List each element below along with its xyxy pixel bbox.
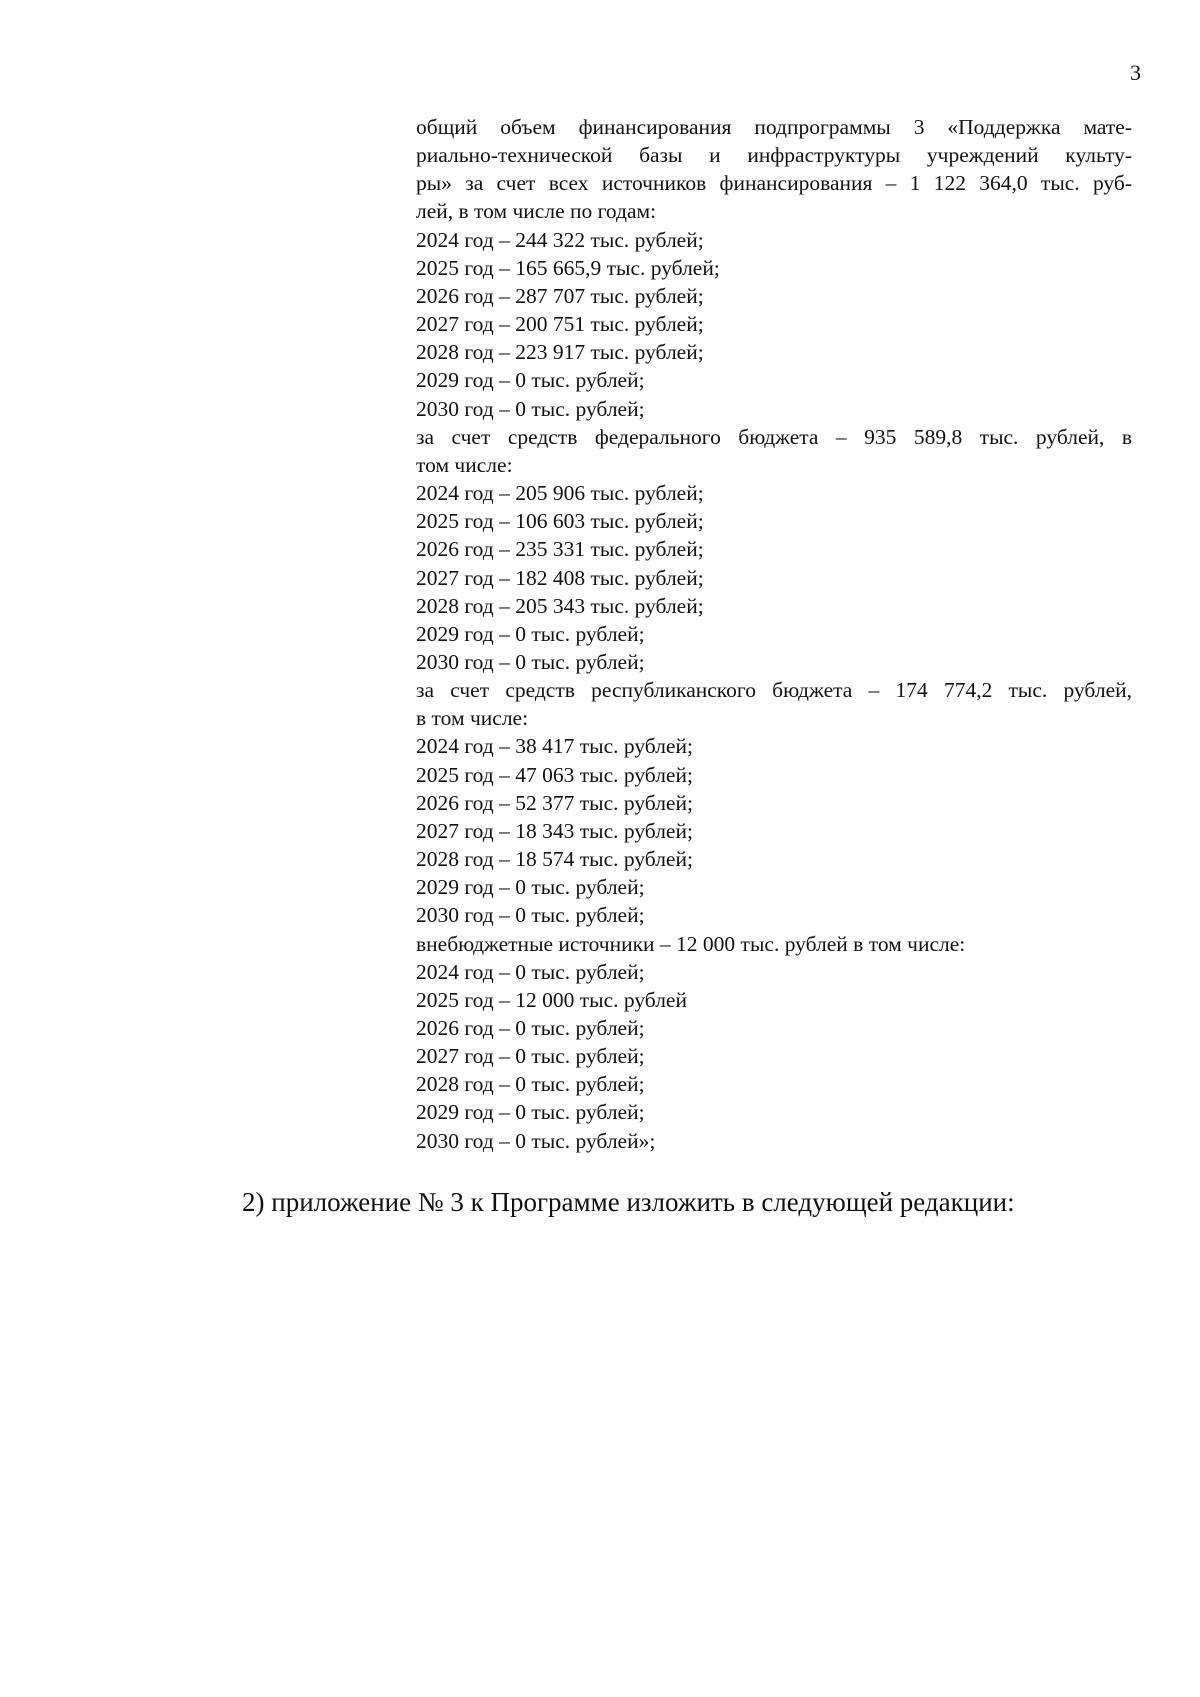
text-line: 2027 год – 182 408 тыс. рублей; <box>416 565 704 590</box>
text-line: 2026 год – 0 тыс. рублей; <box>416 1016 645 1040</box>
funding-text-block <box>416 113 1132 1155</box>
text-line: 2030 год – 0 тыс. рублей; <box>416 903 645 928</box>
text-line: лей, в том числе по годам: <box>416 199 657 224</box>
text-line: за счет средств федерального бюджета – 935 589,8 тыс. рублей, в <box>416 424 1132 449</box>
text-line: ры» за счет всех источников финансирования – 1 122 364,0 тыс. руб- <box>416 171 1132 196</box>
text-line: 2030 год – 0 тыс. рублей»; <box>416 1128 656 1153</box>
text-line: 2025 год – 12 000 тыс. рублей <box>416 987 687 1012</box>
text-line: 2027 год – 18 343 тыс. рублей; <box>416 818 693 843</box>
text-line: 2024 год – 38 417 тыс. рублей; <box>416 734 693 759</box>
text-line: 2029 год – 0 тыс. рублей; <box>416 368 645 393</box>
text-line: общий объем финансирования подпрограммы 3 «Поддержка мате- <box>416 115 1132 139</box>
text-line: 2027 год – 0 тыс. рублей; <box>416 1044 645 1069</box>
text-line: риально-технической базы и инфраструктуры учреждений культу- <box>416 143 1132 168</box>
page-number: 3 <box>1130 60 1141 85</box>
text-line: 2028 год – 205 343 тыс. рублей; <box>416 593 704 618</box>
text-line: 2030 год – 0 тыс. рублей; <box>416 649 645 674</box>
text-line: 2028 год – 223 917 тыс. рублей; <box>416 340 704 365</box>
text-line: 2025 год – 165 665,9 тыс. рублей; <box>416 255 720 280</box>
text-line: 2029 год – 0 тыс. рублей; <box>416 1100 645 1125</box>
text-line: в том числе: <box>416 706 529 731</box>
text-line: 2026 год – 235 331 тыс. рублей; <box>416 537 704 562</box>
text-line: 2026 год – 287 707 тыс. рублей; <box>416 283 704 308</box>
text-line: том числе: <box>416 452 513 477</box>
amendment-item-2: 2) приложение № 3 к Программе изложить в следующей редакции: <box>242 1187 1015 1217</box>
text-line: 2030 год – 0 тыс. рублей; <box>416 396 645 421</box>
text-line: 2028 год – 0 тыс. рублей; <box>416 1072 645 1097</box>
text-line: 2025 год – 47 063 тыс. рублей; <box>416 762 693 787</box>
text-line: 2029 год – 0 тыс. рублей; <box>416 621 645 646</box>
text-line: 2027 год – 200 751 тыс. рублей; <box>416 312 704 337</box>
text-line: за счет средств республиканского бюджета – 174 774,2 тыс. рублей, <box>416 678 1132 703</box>
text-line: 2024 год – 244 322 тыс. рублей; <box>416 227 704 252</box>
text-line: 2024 год – 205 906 тыс. рублей; <box>416 481 704 506</box>
text-line: 2029 год – 0 тыс. рублей; <box>416 875 645 900</box>
text-line: внебюджетные источники – 12 000 тыс. рублей в том числе: <box>416 931 966 956</box>
text-line: 2024 год – 0 тыс. рублей; <box>416 959 645 984</box>
text-line: 2028 год – 18 574 тыс. рублей; <box>416 847 693 872</box>
text-line: 2025 год – 106 603 тыс. рублей; <box>416 509 704 534</box>
text-line: 2026 год – 52 377 тыс. рублей; <box>416 790 693 815</box>
